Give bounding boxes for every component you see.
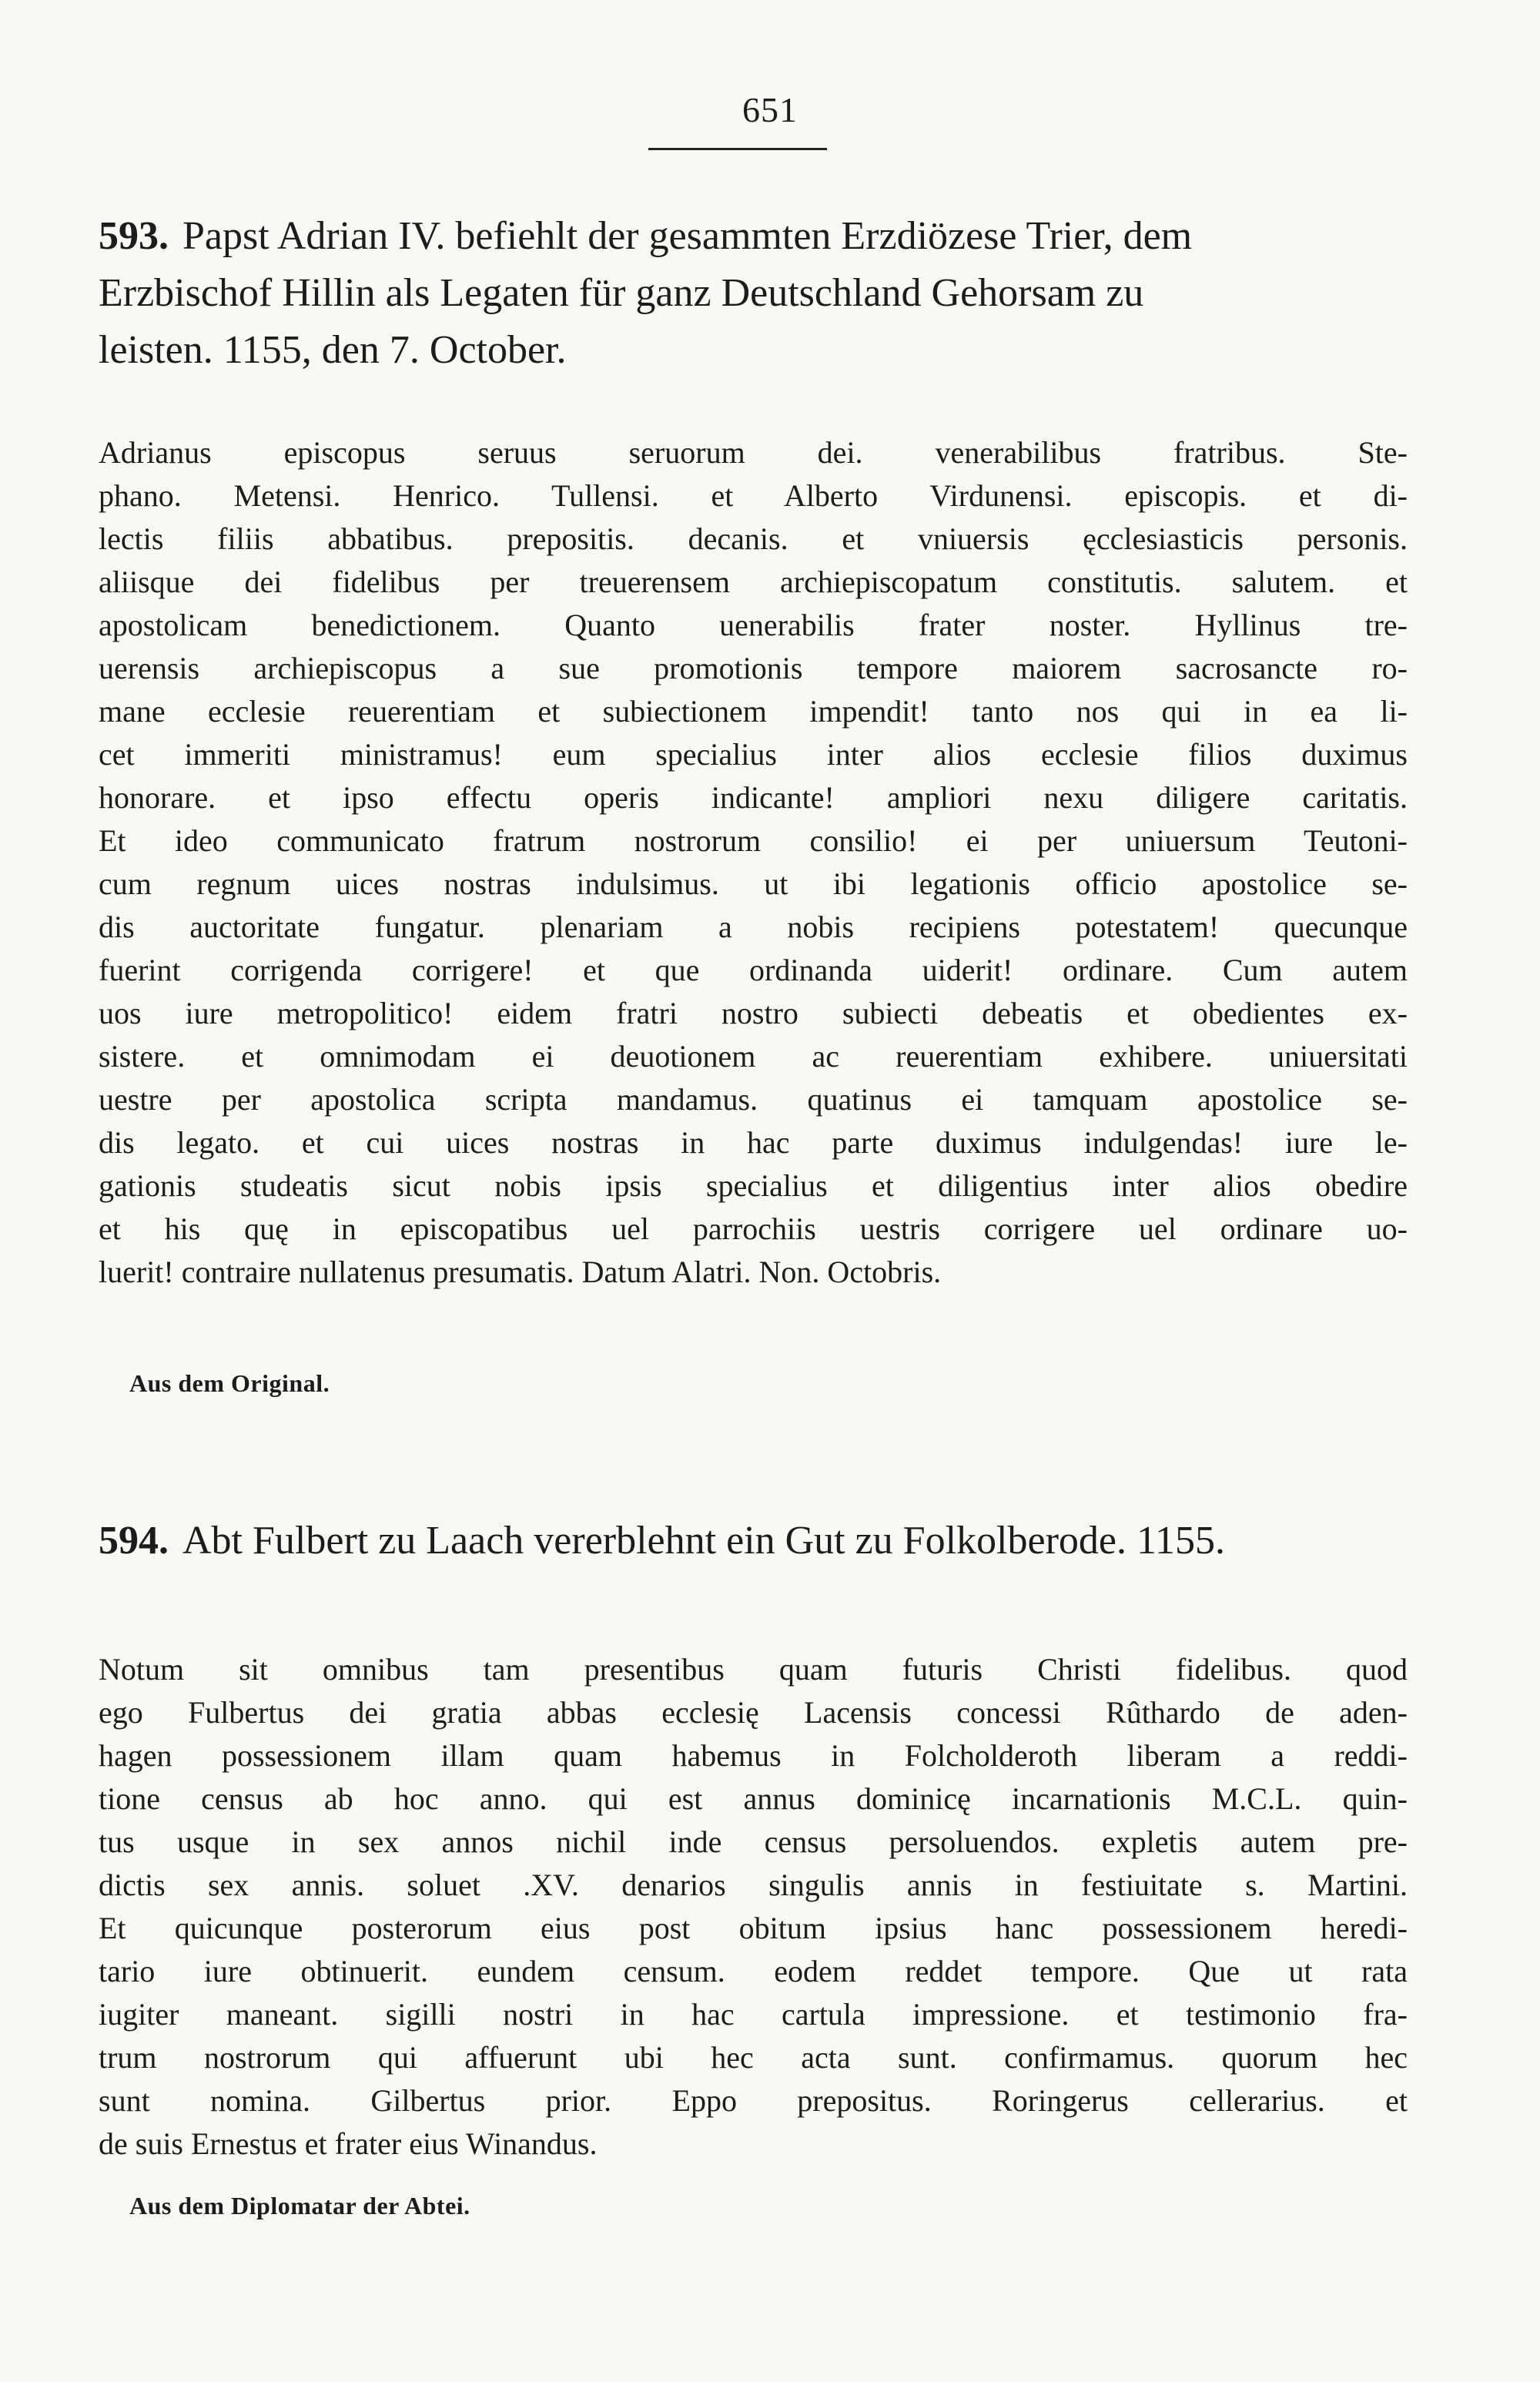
doc593-source: Aus dem Original. [129,1369,330,1397]
doc593-line: lectis filiis abbatibus. prepositis. decanis. et vniuersis ęcclesiasticis personis. [99,521,1408,556]
doc594-line: trum nostrorum qui affuerunt ubi hec acta sunt. confirmamus. quorum hec [99,2040,1408,2075]
doc593-line: dis legato. et cui uices nostras in hac parte duximus indulgendas! iure le- [99,1125,1408,1160]
doc593-line: et his quę in episcopatibus uel parrochiis uestris corrigere uel ordinare uo- [99,1211,1408,1246]
doc593-heading-line-2: Erzbischof Hillin als Legaten für ganz Deutschland Gehorsam zu [99,271,1144,315]
doc594-line: tario iure obtinuerit. eundem censum. eodem reddet tempore. Que ut rata [99,1954,1408,1988]
doc593-line: honorare. et ipso effectu operis indicante! ampliori nexu diligere caritatis. [99,780,1408,815]
doc594-line: sunt nomina. Gilbertus prior. Eppo prepositus. Roringerus cellerarius. et [99,2083,1408,2118]
page-number: 651 [742,90,798,129]
doc593-heading-line-1: Papst Adrian IV. befiehlt der gesammten Erzdiözese Trier, dem [182,214,1193,258]
doc594-line: dictis sex annis. soluet .XV. denarios singulis annis in festiuitate s. Martini. [99,1868,1408,1902]
doc594-line: de suis Ernestus et frater eius Winandus. [99,2126,598,2161]
doc593-line: apostolicam benedictionem. Quanto uenerabilis frater noster. Hyllinus tre- [99,608,1408,642]
doc594-source: Aus dem Diplomatar der Abtei. [129,2192,470,2220]
page-number-rule [648,148,827,150]
doc594-heading [99,1513,1408,1570]
doc593-heading [99,208,1408,379]
doc593-body [99,431,1408,1294]
doc593-line: sistere. et omnimodam ei deuotionem ac reuerentiam exhibere. uniuersitati [99,1039,1408,1074]
doc594-line: Et quicunque posterorum eius post obitum ipsius hanc possessionem heredi- [99,1911,1408,1945]
doc593-line: aliisque dei fidelibus per treuerensem archiepiscopatum constitutis. salutem. et [99,565,1408,599]
doc593-heading-line [99,208,1408,265]
doc594-line: tione census ab hoc anno. qui est annus dominicę incarnationis M.C.L. quin- [99,1781,1408,1816]
doc593-line: mane ecclesie reuerentiam et subiectionem impendit! tanto nos qui in ea li- [99,694,1408,729]
doc593-line: uestre per apostolica scripta mandamus. quatinus ei tamquam apostolice se- [99,1082,1408,1117]
doc593-line: luerit! contraire nullatenus presumatis. Datum Alatri. Non. Octobris. [99,1255,942,1289]
doc593-line: phano. Metensi. Henrico. Tullensi. et Alberto Virdunensi. episcopis. et di- [99,478,1408,513]
doc593-line: cum regnum uices nostras indulsimus. ut ibi legationis officio apostolice se- [99,866,1408,901]
doc593-line: Et ideo communicato fratrum nostrorum consilio! ei per uniuersum Teutoni- [99,823,1408,858]
doc594-body [99,1648,1408,2166]
doc594-heading-text: Abt Fulbert zu Laach vererblehnt ein Gut zu Folkolberode. 1155. [182,1519,1226,1563]
doc593-number: 593. [99,214,169,258]
doc594-line: hagen possessionem illam quam habemus in Folcholderoth liberam a reddi- [99,1738,1408,1773]
doc593-line: cet immeriti ministramus! eum specialius inter alios ecclesie filios duximus [99,737,1408,772]
doc593-line: uerensis archiepiscopus a sue promotionis tempore maiorem sacrosancte ro- [99,651,1408,685]
doc593-line: Adrianus episcopus seruus seruorum dei. venerabilibus fratribus. Ste- [99,435,1408,470]
doc593-line: uos iure metropolitico! eidem fratri nostro subiecti debeatis et obedientes ex- [99,996,1408,1030]
doc594-number: 594. [99,1519,169,1563]
doc594-line: tus usque in sex annos nichil inde census persoluendos. expletis autem pre- [99,1824,1408,1859]
doc593-line: dis auctoritate fungatur. plenariam a nobis recipiens potestatem! quecunque [99,910,1408,944]
doc593-heading-line-3: leisten. 1155, den 7. October. [99,328,567,372]
doc594-line: ego Fulbertus dei gratia abbas ecclesię Lacensis concessi Rûthardo de aden- [99,1695,1408,1730]
doc593-line: gationis studeatis sicut nobis ipsis specialius et diligentius inter alios obedire [99,1168,1408,1203]
doc594-line: iugiter maneant. sigilli nostri in hac cartula impressione. et testimonio fra- [99,1997,1408,2032]
doc594-line: Notum sit omnibus tam presentibus quam futuris Christi fidelibus. quod [99,1652,1408,1687]
doc593-line: fuerint corrigenda corrigere! et que ordinanda uiderit! ordinare. Cum autem [99,953,1408,987]
